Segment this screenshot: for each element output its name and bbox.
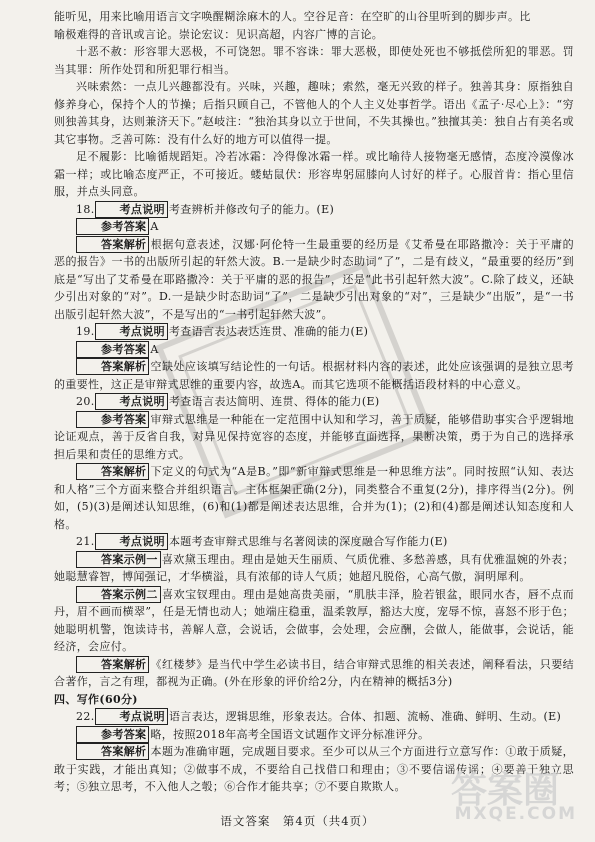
answer-tag: 考点说明 bbox=[95, 323, 168, 340]
answer-tag: 答案解析 bbox=[76, 358, 149, 375]
answer-paragraph bbox=[54, 708, 574, 726]
watermark-english: MXQE.COM bbox=[454, 804, 577, 824]
answer-paragraph bbox=[54, 551, 574, 586]
answer-tag: 答案解析 bbox=[76, 236, 149, 253]
watermark-chinese: 答案圈 bbox=[450, 770, 559, 811]
answer-paragraph bbox=[54, 78, 574, 148]
paragraph-text: 喜欢宝钗理由。理由是她高贵美丽，“肌肤丰泽，脸若银盆，眼同水杏，唇不点而丹，眉不画而横翠”，任是无情也动人；她端庄稳重，温柔敦厚，豁达大度，宠辱不惊，喜怒不形于色；她聪明机警，饱读诗书，善解人意，会说话，会做事，会处理，会应酬，会做人，能做事，会说话，能经济，会应付。 bbox=[54, 587, 574, 653]
answer-tag: 考点说明 bbox=[95, 393, 168, 410]
paragraph-text: 能听见，用来比喻用语言文字唤醒糊涂麻木的人。空谷足音：在空旷的山谷里听到的脚步声。比 bbox=[54, 10, 531, 23]
paragraph-text: 略，按照2018年高考全国语文试题作文评分标准评分。 bbox=[150, 727, 430, 741]
paragraph-text: A bbox=[150, 220, 159, 233]
watermark-logo bbox=[447, 762, 577, 832]
paragraph-text: 根据句意表述，汉娜·阿伦特一生最重要的经历是《艾希曼在耶路撒冷：关于平庸的恶的报告》一书的出版所引起的轩然大波。B.一是缺少时态助词“了”，二是有歧义，“最重要的经历”到底是“写出了艾希曼在耶路撒冷：关于平庸的恶的报告”，还是“此书引起轩然大波”。C.除了歧义，还缺少引出对象的“对”。D.一是缺少时态助词“了”，二是缺少引出对象的“对”，三是缺少“出版”，是“一书出版引起轩然大波”，不是写出的“一书引起轩然大波”。 bbox=[54, 237, 574, 321]
paragraph-text: 语言表达，逻辑思维，形象表达。合体、扣题、流畅、准确、鲜明、生动。(E) bbox=[168, 710, 562, 723]
answer-paragraph bbox=[54, 201, 574, 219]
answer-tag: 答案解析 bbox=[76, 463, 149, 480]
answer-tag: 考点说明 bbox=[95, 201, 168, 218]
answer-paragraph bbox=[54, 8, 574, 26]
paragraph-text: 考查语言表达简明、连贯、得体的能力(E) bbox=[168, 395, 380, 408]
paragraph-text: 空缺处应该填写结论性的一句话。根据材料内容的表述，此处应该强调的是独立思考的重要性，这正是审辩式思维的重要内容，故选A。而其它选项不能概括语段材料的中心意义。 bbox=[54, 360, 574, 391]
question-number: 22. bbox=[76, 710, 95, 723]
page-footer: 语文答案 第4页（共4页） bbox=[220, 814, 375, 828]
paragraph-text: 四、写作(60分) bbox=[54, 692, 138, 706]
answer-paragraph bbox=[54, 26, 574, 44]
paragraph-text: 审辩式思维是一种能在一定范围中认知和学习，善于质疑，能够借助事实合乎逻辑地论证观点，善于反省自我，对异见保持宽容的态度，并能够直面选择，果断决策，勇于为自己的选择承担后果和责任的思维方式。 bbox=[54, 412, 574, 461]
paragraph-text: 下定义的句式为“A是B。”即“新审辩式思维是一种思维方法”。同时按照“认知、表达和人格”三个方面来整合并组织语言。主体框架正确(2分)，同类整合不重复(2分)，排序得当(2分)。例如，(5)(3)是阐述认知思维，(6)和(1)都是阐述表达思维，合并为(1)；(2)和(4)都是阐述认知态度和人格。 bbox=[54, 465, 574, 531]
answer-paragraph bbox=[54, 586, 574, 656]
paragraph-text: 喜欢黛玉理由。理由是她天生丽质、气质优雅、多愁善感，具有优雅温婉的外表；她聪慧睿智，博闻强记，才华横溢，具有浓郁的诗人气质；她超凡脱俗，心高气傲，洞明犀利。 bbox=[54, 552, 574, 583]
question-number: 18. bbox=[76, 202, 95, 216]
answer-paragraph bbox=[54, 148, 574, 201]
paragraph-text: 喻极难得的音讯或言论。崇论宏议：见识高超，内容广博的言论。 bbox=[54, 27, 384, 41]
answer-paragraph bbox=[54, 726, 574, 744]
answer-tag: 参考答案 bbox=[76, 411, 149, 428]
paragraph-text: 《红楼梦》是当代中学生必读书目，结合审辩式思维的相关表述，阐释看法，只要结合著作，言之有理，都视为正确。(外在形象的评价给2分，内在精神的概括3分) bbox=[54, 657, 574, 688]
answer-tag: 参考答案 bbox=[76, 726, 149, 743]
paragraph-text: A bbox=[150, 342, 159, 356]
answer-tag: 答案解析 bbox=[76, 656, 149, 673]
paragraph-text: 本题为准确审题，完成题目要求。至少可以从三个方面进行立意写作：①敢于质疑，敢于实践，才能出真知；②做事不成，不要给自己找借口和理由；③不要信谣传谣；④要善于独立思考；⑤独立思考，不入他人之彀；⑥合作才能共享；⑦不要自欺欺人。 bbox=[54, 745, 574, 793]
section-heading bbox=[54, 691, 574, 709]
paragraph-text: 考查辨析并修改句子的能力。(E) bbox=[168, 202, 335, 216]
answer-paragraph bbox=[54, 533, 574, 551]
answer-tag: 考点说明 bbox=[95, 533, 168, 550]
paragraph-text: 兴味索然：一点儿兴趣都没有。兴味，兴趣，趣味；索然，毫无兴致的样子。独善其身：原指独自修养身心，保持个人的节操；后指只顾自己，不管他人的个人主义处事哲学。语出《孟子·尽心上》：“穷则独善其身，达则兼济天下。”赵岐注：“独治其身以立于世间，不失其操也。”独擅其美：独自占有美名或其它事物。乏善可陈：没有什么好的地方可以值得一提。 bbox=[54, 80, 574, 146]
answer-paragraph bbox=[54, 218, 574, 236]
paragraph-text: 足不履影：比喻循规蹈矩。冷若冰霜：冷得像冰霜一样。或比喻待人接物毫无感情，态度冷漠像冰霜一样；或比喻态度严正，不可接近。蝼蛄鼠伏：形容卑躬屈膝向人讨好的样子。心服首肯：指心里信服，并点头同意。 bbox=[54, 150, 574, 198]
paragraph-text: 考查语言表达表达连贯、准确的能力(E) bbox=[168, 325, 369, 338]
answer-tag: 参考答案 bbox=[76, 341, 149, 358]
answer-paragraph bbox=[54, 43, 574, 78]
answer-paragraph bbox=[54, 656, 574, 691]
question-number: 20. bbox=[76, 395, 95, 408]
question-number: 19. bbox=[76, 325, 95, 338]
paragraph-text: 本题考查审辩式思维与名著阅读的深度融合写作能力(E) bbox=[168, 535, 448, 548]
question-number: 21. bbox=[76, 535, 95, 548]
answer-tag: 答案示例一 bbox=[76, 551, 161, 568]
answer-tag: 参考答案 bbox=[76, 218, 149, 235]
paragraph-text: 十恶不赦：形容罪大恶极，不可饶恕。罪不容诛：罪大恶极，即使处死也不够抵偿所犯的罪恶。罚当其罪：所作处罚和所犯罪行相当。 bbox=[54, 45, 574, 76]
answer-tag: 考点说明 bbox=[95, 708, 168, 725]
answer-tag: 答案解析 bbox=[76, 743, 149, 760]
answer-tag: 答案示例二 bbox=[76, 586, 161, 603]
